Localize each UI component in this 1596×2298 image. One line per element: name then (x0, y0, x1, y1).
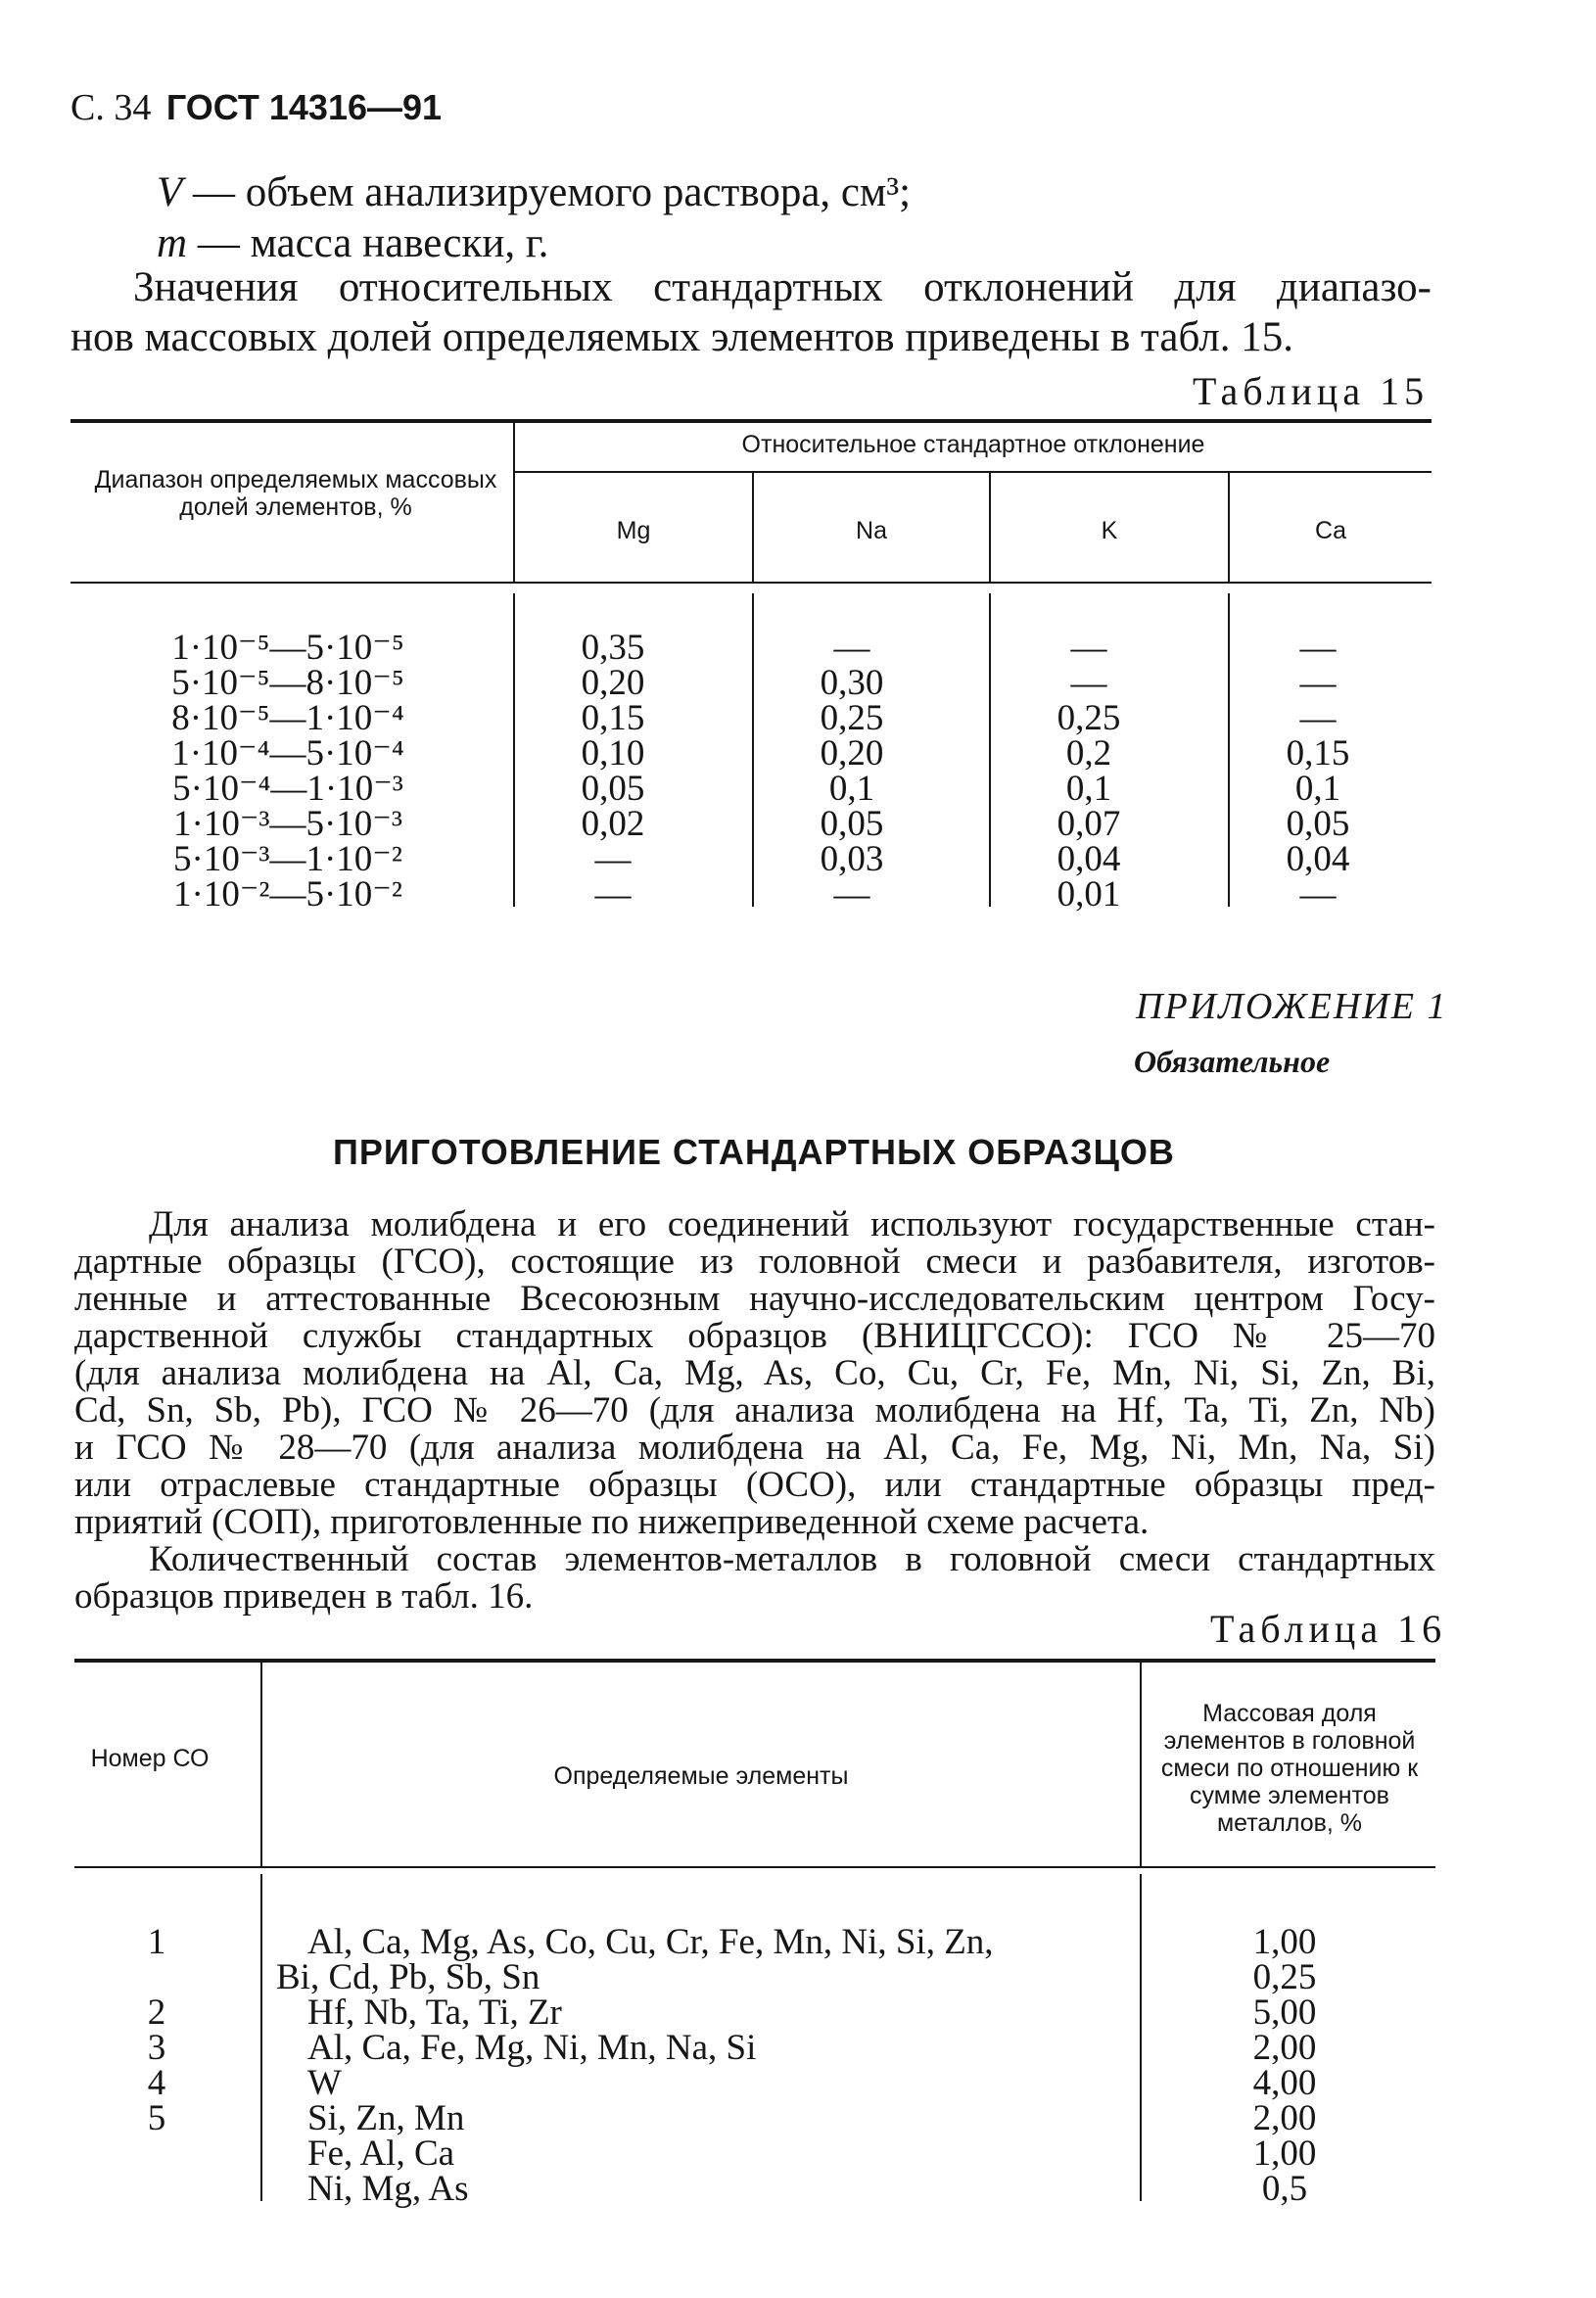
page-header (70, 86, 442, 129)
range-cell: 1·10⁻³—5·10⁻³ (173, 804, 402, 844)
range-cell: 5·10⁻⁵—8·10⁻⁵ (171, 663, 404, 703)
na-cell: — (833, 628, 870, 668)
range-cell: 8·10⁻⁵—1·10⁻⁴ (171, 698, 404, 738)
mg-cell: 0,02 (581, 804, 645, 844)
table16-fraction-header: Массовая доля элементов в головной смеси по отношению к сумме элементов металлов, % (1160, 1700, 1419, 1837)
fraction-cell: 1,00 (1252, 1922, 1317, 1962)
elements-cell: Si, Zn, Mn (307, 2098, 465, 2138)
range-cell: 1·10⁻²—5·10⁻² (173, 874, 402, 915)
k-cell: — (1070, 628, 1107, 668)
body-line: ленные и аттестованные Всесоюзным научно-исследовательским центром Госу- (74, 1279, 1435, 1319)
symbol-v: V (157, 169, 183, 215)
elements-cell: W (307, 2063, 342, 2103)
page-number: С. 34 (70, 87, 152, 128)
mg-cell: 0,35 (581, 628, 645, 668)
number-cell (98, 2136, 215, 2172)
fraction-cell: 1,00 (1252, 2134, 1317, 2174)
ca-cell: 0,05 (1286, 804, 1350, 844)
mg-cell: — (594, 839, 632, 879)
body-line: Для анализа молибдена и его соединений используют государственные стан- (149, 1204, 1435, 1244)
mg-cell: 0,10 (581, 733, 645, 774)
definition-v (157, 168, 911, 216)
mg-cell: 0,05 (581, 769, 645, 809)
ca-cell: 0,1 (1294, 769, 1341, 809)
k-cell: 0,25 (1056, 698, 1121, 738)
body-line: или отраслевые стандартные образцы (ОСО), или стандартные образцы пред- (74, 1465, 1435, 1505)
definition-m-text: — масса навески, г. (187, 220, 549, 266)
k-column (991, 628, 1187, 915)
na-column (754, 628, 950, 915)
number-cell: 1 (147, 1922, 166, 1962)
elements-cell: Bi, Cd, Pb, Sb, Sn (276, 1957, 540, 1997)
k-cell: 0,07 (1056, 804, 1121, 844)
k-cell: — (1070, 663, 1107, 703)
intro-line: Значения относительных стандартных отклонений для диапазо- (133, 264, 1432, 310)
elements-cell: Al, Ca, Mg, As, Co, Cu, Cr, Fe, Mn, Ni, Si, Zn, (307, 1922, 994, 1962)
ca-cell: 0,04 (1286, 839, 1350, 879)
body-line: приятий (СОП), приготовленные по нижеприведенной схеме расчета. (74, 1502, 1150, 1542)
range-column (70, 628, 505, 915)
body-line: Количественный состав элементов-металлов в головной смеси стандартных (149, 1539, 1435, 1579)
body-line: дарственной службы стандартных образцов (ВНИЦГССО): ГСО № 25—70 (74, 1316, 1435, 1356)
standard-id: ГОСТ 14316—91 (165, 87, 443, 127)
fraction-cell: 0,5 (1261, 2169, 1308, 2209)
column-header-ca: Ca (1315, 517, 1346, 544)
body-line: дартные образцы (ГСО), состоящие из головной смеси и разбавителя, изготов- (74, 1242, 1435, 1282)
mg-column (515, 628, 711, 915)
body-paragraph (74, 1206, 1435, 1616)
k-cell: 0,01 (1056, 874, 1121, 915)
column-header-na: Na (856, 517, 887, 544)
na-cell: — (833, 874, 870, 915)
mg-cell: 0,20 (581, 663, 645, 703)
appendix-status: Обязательное (1134, 1044, 1331, 1079)
body-line: Cd, Sn, Sb, Pb), ГСО № 26—70 (для анализа молибдена на Hf, Ta, Ti, Zn, Nb) (74, 1390, 1435, 1430)
column-header-k: K (1101, 517, 1118, 544)
elements-cell: Fe, Al, Ca (307, 2134, 455, 2174)
ca-cell: — (1299, 874, 1337, 915)
ca-cell: — (1299, 698, 1337, 738)
elements-column (276, 1922, 1138, 2209)
number-column (98, 1922, 215, 2207)
body-line: (для анализа молибдена на Al, Ca, Mg, As, Co, Cu, Cr, Fe, Mn, Ni, Si, Zn, Bi, (74, 1353, 1435, 1393)
na-cell: 0,03 (820, 839, 884, 879)
ca-cell: — (1299, 628, 1337, 668)
fraction-cell: 4,00 (1252, 2063, 1317, 2103)
mg-cell: 0,15 (581, 698, 645, 738)
table15-group-rule (515, 471, 1432, 473)
section-title: ПРИГОТОВЛЕНИЕ СТАНДАРТНЫХ ОБРАЗЦОВ (333, 1132, 1175, 1172)
table16-vline (1140, 1874, 1142, 2201)
table16-vline (260, 1874, 262, 2201)
table16-header-rule (74, 1866, 1435, 1868)
table16-number-header: Номер СО (90, 1745, 210, 1772)
range-cell: 5·10⁻³—1·10⁻² (173, 839, 402, 879)
elements-cell: Al, Ca, Fe, Mg, Ni, Mn, Na, Si (307, 2028, 757, 2068)
number-cell: 2 (147, 1993, 166, 2033)
na-cell: 0,30 (820, 663, 884, 703)
appendix-label: ПРИЛОЖЕНИЕ 1 (1136, 986, 1448, 1027)
body-line: образцов приведен в табл. 16. (74, 1576, 534, 1617)
table16-vline (1140, 1663, 1142, 1866)
table16-top-rule (74, 1659, 1435, 1663)
number-cell: 4 (147, 2063, 166, 2103)
range-cell: 5·10⁻⁴—1·10⁻³ (172, 769, 403, 809)
k-cell: 0,2 (1065, 733, 1112, 774)
table16-elements-header: Определяемые элементы (553, 1762, 849, 1790)
elements-cell: Ni, Mg, As (307, 2169, 469, 2209)
ca-cell: 0,15 (1286, 733, 1350, 774)
elements-cell: Hf, Nb, Ta, Ti, Zr (307, 1993, 562, 2033)
fraction-column (1187, 1922, 1383, 2209)
mg-cell: — (594, 874, 632, 915)
range-cell: 1·10⁻⁴—5·10⁻⁴ (171, 733, 404, 774)
intro-line: нов массовых долей определяемых элементов приведены в табл. 15. (70, 314, 1293, 360)
table15-group-header: Относительное стандартное отклонение (741, 431, 1205, 458)
number-cell: 5 (147, 2098, 166, 2138)
fraction-cell: 2,00 (1252, 2028, 1317, 2068)
symbol-m: m (157, 220, 188, 266)
definition-m (157, 219, 548, 267)
number-cell: 3 (147, 2028, 166, 2068)
intro-paragraph (70, 262, 1432, 362)
na-cell: 0,1 (828, 769, 875, 809)
column-header-mg: Mg (616, 517, 651, 544)
fraction-cell: 0,25 (1252, 1957, 1317, 1997)
k-cell: 0,1 (1065, 769, 1112, 809)
table15-caption: Таблица 15 (1193, 369, 1430, 413)
body-line: и ГСО № 28—70 (для анализа молибдена на Al, Ca, Fe, Mg, Ni, Mn, Na, Si) (74, 1428, 1435, 1468)
ca-cell: — (1299, 663, 1337, 703)
definition-v-text: — объем анализируемого раствора, см³; (182, 169, 912, 215)
range-cell: 1·10⁻⁵—5·10⁻⁵ (171, 628, 404, 668)
na-cell: 0,20 (820, 733, 884, 774)
ca-column (1230, 628, 1406, 915)
table15-top-rule (70, 419, 1432, 423)
number-cell (98, 2172, 215, 2207)
fraction-cell: 2,00 (1252, 2098, 1317, 2138)
number-cell (98, 1960, 215, 1995)
fraction-cell: 5,00 (1252, 1993, 1317, 2033)
table15-header-rule (70, 582, 1432, 584)
k-cell: 0,04 (1056, 839, 1121, 879)
na-cell: 0,05 (820, 804, 884, 844)
table16-caption: Таблица 16 (1210, 1607, 1447, 1651)
na-cell: 0,25 (820, 698, 884, 738)
table15-range-header: Диапазон определяемых массовых долей элементов, % (94, 466, 497, 521)
